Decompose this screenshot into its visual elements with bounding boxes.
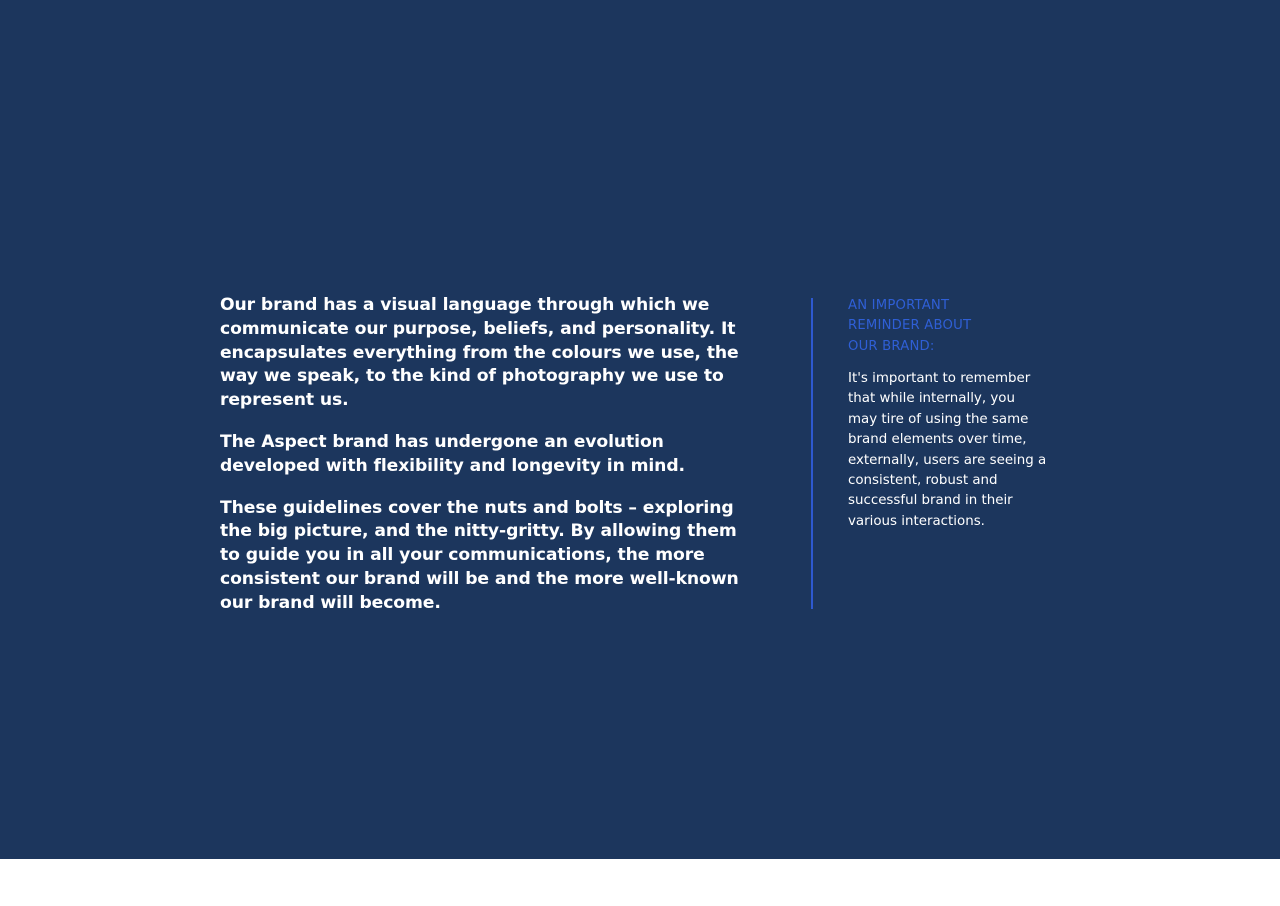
vertical-divider [811, 298, 813, 609]
reminder-heading [848, 296, 1063, 357]
intro-paragraph-1: Our brand has a visual language through which we communicate our purpose, beliefs, and personality. It encapsulates everything from the colours we use, the way we speak, to the kind of photography we use to represent us. [220, 295, 739, 411]
reminder-heading-line-3: OUR BRAND: [848, 338, 935, 354]
reminder-heading-line-2: REMINDER ABOUT [848, 318, 972, 334]
brand-intro-copy [220, 294, 760, 634]
intro-paragraph-3: These guidelines cover the nuts and bolts – exploring the big picture, and the nitty-gritty. By allowing them to guide you in all your communications, the more consistent our brand will be and the more well-known our brand will become. [220, 497, 739, 613]
reminder-heading-line-1: AN IMPORTANT [848, 298, 950, 313]
intro-paragraph-2: The Aspect brand has undergone an evolution developed with flexibility and longevity in mind. [220, 431, 685, 476]
reminder-body: It's important to remember that while internally, you may tire of using the same brand elements over time, externally, users are seeing a consistent, robust and successful brand in their various interactions. [848, 370, 1047, 529]
brand-reminder-aside [848, 296, 1063, 532]
